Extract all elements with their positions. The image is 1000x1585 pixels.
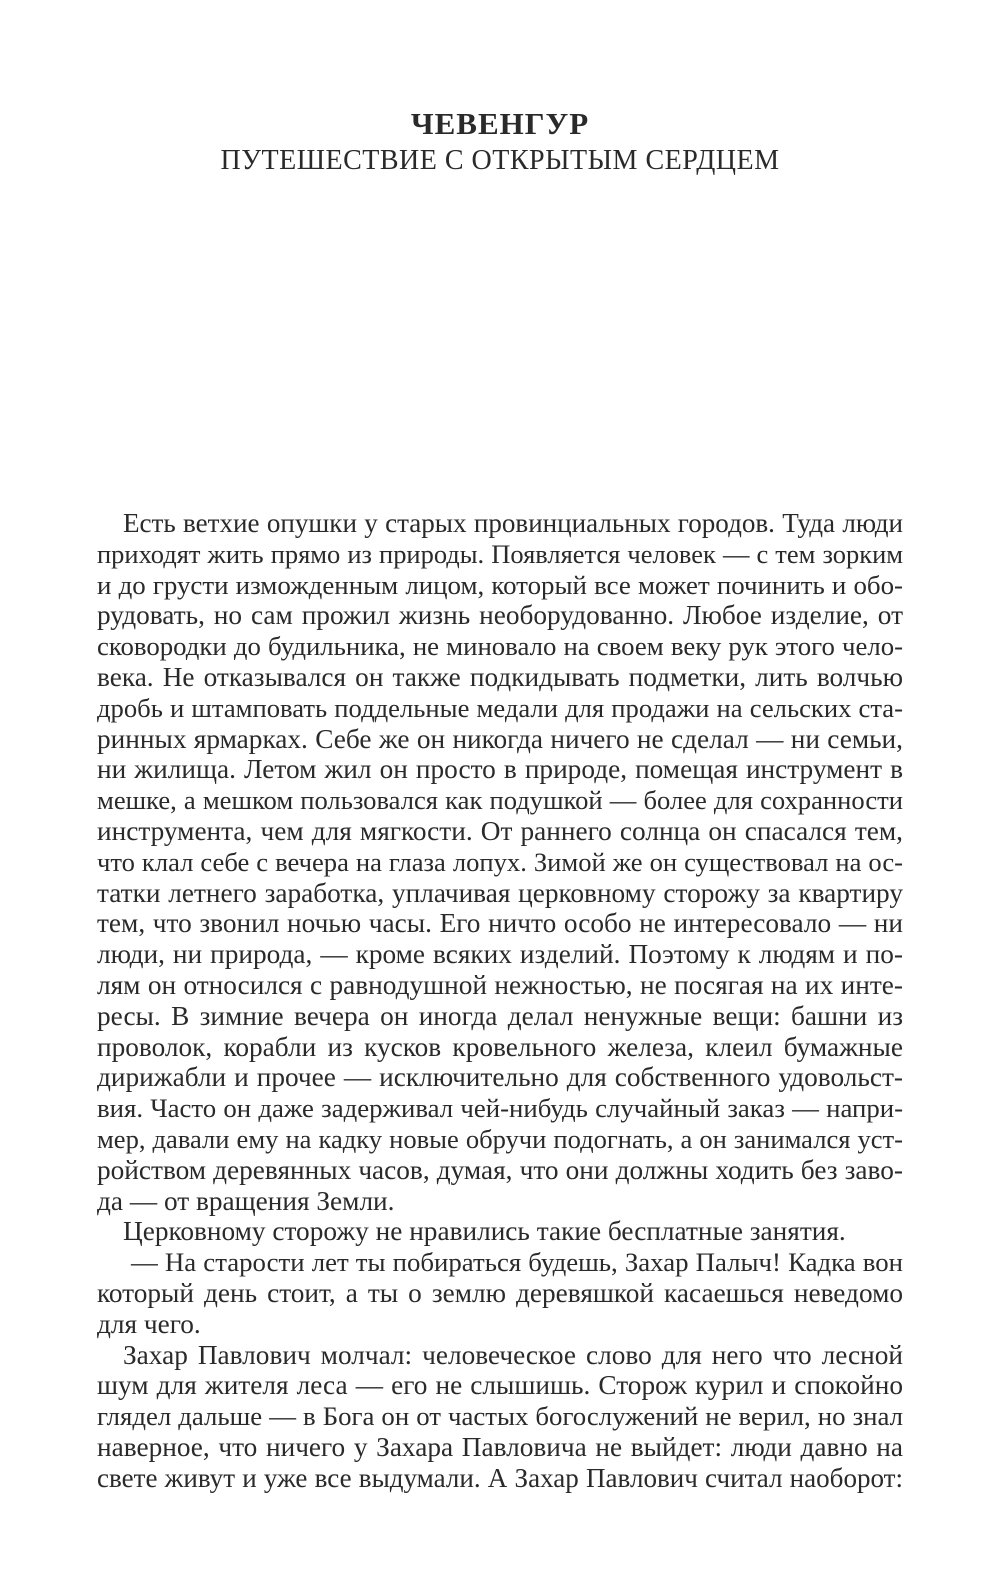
text-line: свете живут и уже все выдумали. А Захар Павлович считал наоборот: — [97, 1462, 903, 1493]
text-line: рудовать, но сам прожил жизнь необорудованно. Любое изделие, от — [97, 600, 903, 631]
paragraph-3 — [97, 1247, 903, 1339]
text-line: ринных ярмарках. Себе же он никогда ничего не сделал — ни семьи, — [97, 723, 903, 754]
body-text — [97, 508, 903, 1494]
text-line: ройством деревянных часов, думая, что они должны ходить без заво- — [97, 1154, 903, 1185]
text-line: люди, ни природа, — кроме всяких изделий. Поэтому к людям и по- — [97, 939, 903, 970]
text-line: приходят жить прямо из природы. Появляется человек — с тем зорким — [97, 538, 903, 569]
text-line: что клал себе с вечера на глаза лопух. Зимой же он существовал на ос- — [97, 846, 903, 877]
text-line: ни жилища. Летом жил он просто в природе, помещая инструмент в — [97, 754, 903, 785]
chapter-subtitle: ПУТЕШЕСТВИЕ С ОТКРЫТЫМ СЕРДЦЕМ — [220, 145, 780, 176]
text-line: Захар Павлович молчал: человеческое слово для него что лесной — [123, 1339, 903, 1370]
text-line: вия. Часто он даже задерживал чей-нибудь случайный заказ — напри- — [97, 1093, 903, 1124]
text-line: инструмента, чем для мягкости. От раннего солнца он спасался тем, — [97, 815, 903, 846]
text-line: мер, давали ему на кадку новые обручи подогнать, а он занимался уст- — [97, 1123, 903, 1154]
text-line: да — от вращения Земли. — [97, 1185, 395, 1216]
chapter-title: ЧЕВЕНГУР — [410, 106, 590, 141]
text-line: ресы. В зимние вечера он иногда делал ненужные вещи: башни из — [97, 1000, 903, 1031]
text-line: века. Не отказывался он также подкидывать подметки, лить волчью — [97, 661, 903, 692]
text-line: сковородки до будильника, не миновало на своем веку рук этого чело- — [97, 631, 903, 662]
text-line: проволок, корабли из кусков кровельного железа, клеил бумажные — [97, 1031, 903, 1062]
text-line: татки летнего заработка, уплачивая церковному сторожу за квартиру — [97, 877, 903, 908]
text-line: лям он относился с равнодушной нежностью, не посягая на их инте- — [97, 969, 903, 1000]
text-line: тем, что звонил ночью часы. Его ничто особо не интересовало — ни — [97, 908, 903, 939]
text-line: — На старости лет ты побираться будешь, Захар Палыч! Кадка вон — [131, 1247, 903, 1278]
text-line: который день стоит, а ты о землю деревяшкой касаешься неведомо — [97, 1277, 903, 1308]
text-line: Есть ветхие опушки у старых провинциальных городов. Туда люди — [123, 508, 903, 538]
text-line: и до грусти изможденным лицом, который все может починить и обо- — [97, 569, 903, 600]
text-line: глядел дальше — в Бога он от частых богослужений не верил, но знал — [97, 1401, 903, 1432]
text-line: для чего. — [97, 1308, 201, 1339]
paragraph-2 — [97, 1216, 903, 1247]
text-line: дирижабли и прочее — исключительно для собственного удовольст- — [97, 1062, 903, 1093]
text-line: шум для жителя леса — его не слышишь. Сторож курил и спокойно — [97, 1370, 903, 1401]
text-line: мешке, а мешком пользовался как подушкой — более для сохранности — [97, 785, 903, 816]
text-line: наверное, что ничего у Захара Павловича не выйдет: люди давно на — [97, 1431, 903, 1462]
paragraph-4 — [97, 1340, 903, 1494]
paragraph-1 — [97, 508, 903, 1216]
text-line: Церковному сторожу не нравились такие бесплатные занятия. — [123, 1216, 846, 1247]
text-line: дробь и штамповать поддельные медали для продажи на сельских ста- — [97, 692, 903, 723]
